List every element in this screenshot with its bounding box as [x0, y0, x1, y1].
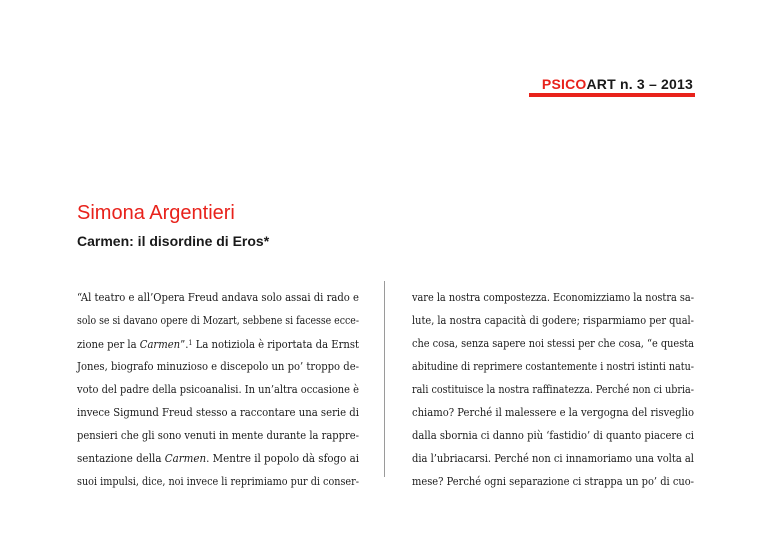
body-line: invece Sigmund Freud stesso a raccontare una serie di — [77, 406, 359, 419]
body-line: voto del padre della psicoanalisi. In un’altra occasione è — [77, 383, 360, 396]
journal-brand-art: ART — [586, 76, 616, 92]
body-line: vare la nostra compostezza. Economizziamo la nostra sa- — [412, 291, 694, 304]
article-title: Carmen: il disordine di Eros* — [77, 233, 270, 249]
journal-issue: n. 3 – 2013 — [615, 76, 693, 92]
body-line: Jones, biografo minuzioso e discepolo un po’ troppo de- — [77, 360, 360, 373]
body-line: dalla sbornia ci danno più ‘fastidio’ di quanto piacere ci — [412, 429, 694, 442]
body-line: abitudine di reprimere costantemente i nostri istinti natu- — [412, 360, 695, 373]
column-divider — [384, 281, 385, 477]
body-line-text: ”. — [180, 338, 189, 351]
text-column-left — [77, 290, 359, 497]
body-line: lute, la nostra capacità di godere; risparmiamo per qual- — [412, 314, 695, 327]
body-line: che cosa, senza sapere noi stessi per che cosa, “e questa — [412, 337, 694, 350]
body-line: pensieri che gli sono venuti in mente durante la rappre- — [77, 429, 359, 442]
journal-header — [542, 76, 693, 92]
journal-brand-psico: PSICO — [541, 76, 587, 92]
body-line-text: . Mentre il popolo dà sfogo ai — [206, 452, 360, 465]
work-title-italic: Carmen — [139, 338, 181, 351]
body-line: suoi impulsi, dice, noi invece li reprimiamo pur di conser- — [77, 475, 360, 488]
body-line: mese? Perché ogni separazione ci strappa un po’ di cuo- — [412, 475, 695, 488]
work-title-italic: Carmen — [164, 452, 207, 465]
body-line-text: zione per la — [77, 338, 140, 351]
body-line: “Al teatro e all’Opera Freud andava solo assai di rado e — [77, 291, 360, 304]
body-line — [77, 336, 359, 359]
article-author: Simona Argentieri — [77, 202, 235, 224]
body-line: solo se si davano opere di Mozart, sebbene si facesse ecce- — [77, 314, 359, 327]
footnote-marker: 1 — [188, 339, 193, 347]
text-column-right — [412, 290, 694, 497]
body-line-text: La notiziola è riportata da Ernst — [192, 338, 359, 351]
body-line: rali costituisce la nostra raffinatezza. Perché non ci ubria- — [412, 383, 694, 396]
body-line — [77, 451, 359, 474]
body-line-text: sentazione della — [77, 452, 165, 465]
header-rule — [529, 93, 695, 97]
body-line: dia l’ubriacarsi. Perché non ci innamoriamo una volta al — [412, 452, 694, 465]
body-line: chiamo? Perché il malessere e la vergogna del risveglio — [412, 406, 695, 419]
